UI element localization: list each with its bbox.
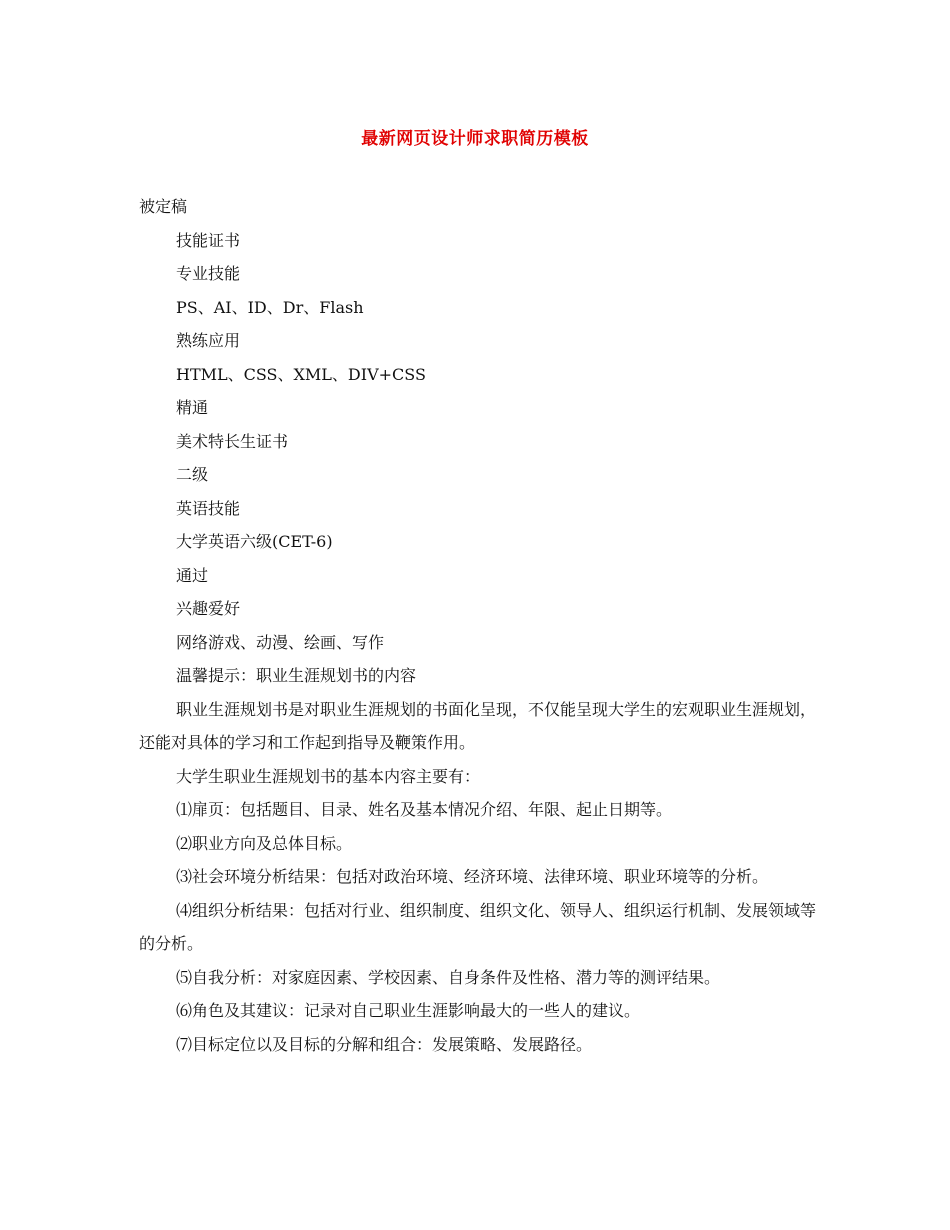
skill-items-web: HTML、CSS、XML、DIV+CSS [176, 364, 426, 384]
section-heading-certificates: 技能证书 [176, 230, 241, 250]
document-body [139, 190, 829, 1061]
skill-category-english: 英语技能 [176, 498, 241, 518]
certificate-art: 美术特长生证书 [176, 431, 289, 451]
status-line: 被定稿 [139, 197, 188, 216]
list-item-4: ⑷组织分析结果：包括对行业、组织制度、组织文化、领导人、组织运行机制、发展领域等的分析。 [139, 900, 817, 953]
section-heading-hobbies: 兴趣爱好 [176, 599, 241, 618]
list-item-5: ⑸自我分析：对家庭因素、学校因素、自身条件及性格、潜力等的测评结果。 [176, 967, 721, 987]
document-title: 最新网页设计师求职简历模板 [361, 129, 589, 149]
skill-level-expert: 精通 [176, 398, 209, 417]
skill-category-professional: 专业技能 [176, 264, 241, 283]
paragraph-intro: 职业生涯规划书是对职业生涯规划的书面化呈现，不仅能呈现大学生的宏观职业生涯规划，还能对具体的学习和工作起到指导及鞭策作用。 [139, 699, 817, 752]
paragraph-contents-heading: 大学生职业生涯规划书的基本内容主要有： [176, 766, 481, 786]
list-item-2: ⑵职业方向及总体目标。 [176, 833, 353, 853]
list-item-7: ⑺目标定位以及目标的分解和组合：发展策略、发展路径。 [176, 1034, 593, 1054]
list-item-6: ⑹角色及其建议：记录对自己职业生涯影响最大的一些人的建议。 [176, 1001, 641, 1020]
skill-level-proficient: 熟练应用 [176, 331, 241, 350]
certificate-cet6-result: 通过 [176, 565, 209, 585]
certificate-cet6: 大学英语六级(CET-6) [176, 532, 333, 551]
list-item-1: ⑴扉页：包括题目、目录、姓名及基本情况介绍、年限、起止日期等。 [176, 800, 673, 819]
certificate-art-level: 二级 [176, 465, 209, 484]
skill-items-design-tools: PS、AI、ID、Dr、Flash [176, 297, 364, 317]
list-item-3: ⑶社会环境分析结果：包括对政治环境、经济环境、法律环境、职业环境等的分析。 [176, 867, 769, 886]
hobby-items: 网络游戏、动漫、绘画、写作 [176, 632, 385, 652]
tip-heading: 温馨提示：职业生涯规划书的内容 [176, 666, 417, 685]
